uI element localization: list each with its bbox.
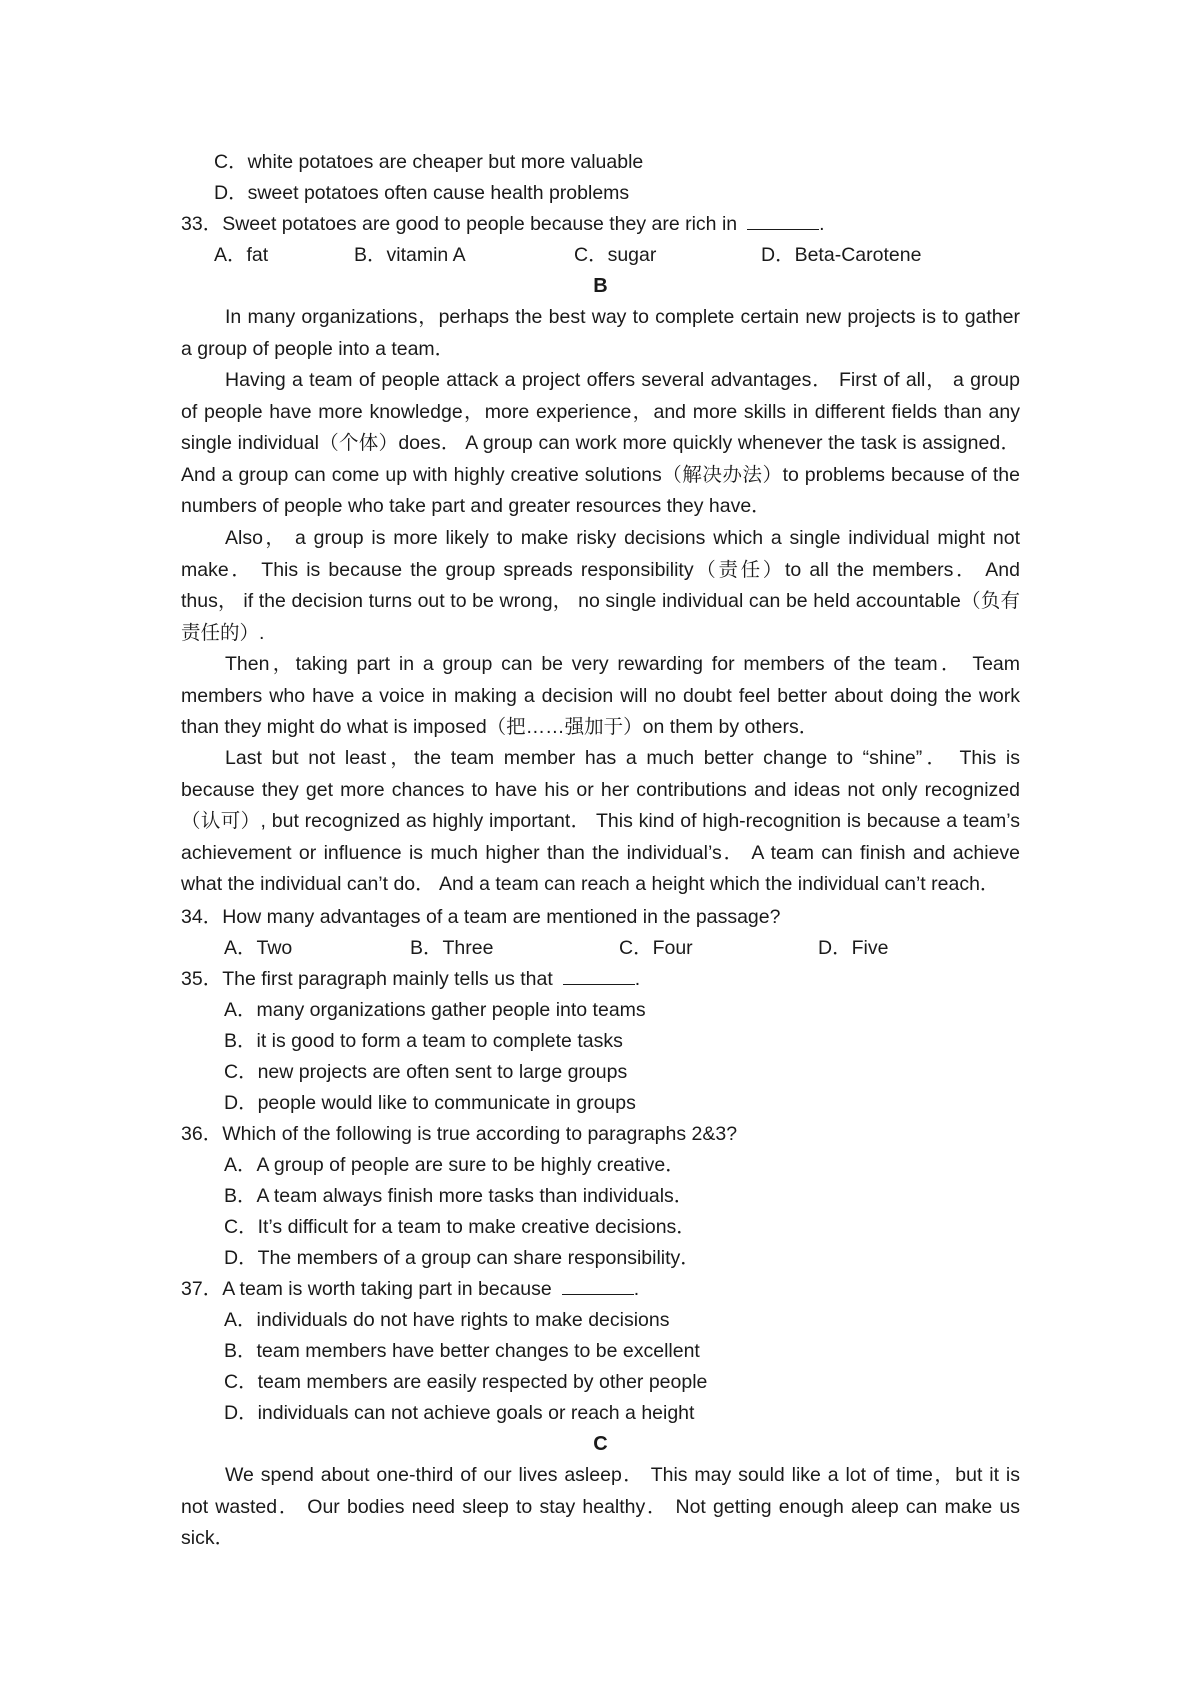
q32-option-c: C．white potatoes are cheaper but more valuable <box>214 151 644 173</box>
q36-option-a: A．A group of people are sure to be highly creative． <box>224 1154 685 1176</box>
q33-option-d: D．Beta-Carotene <box>761 244 922 266</box>
answer-blank <box>747 211 819 230</box>
q33-option-a: A．fat <box>214 244 269 266</box>
q35-option-d: D．people would like to communicate in groups <box>224 1092 636 1114</box>
answer-blank <box>562 1276 634 1295</box>
section-b-paragraph-4: Then，taking part in a group can be very rewarding for members of the team． Team members who have a voice in making a decision will no doubt feel better about doing the work than they might do what is imposed（把……强加于）on them by others． <box>181 653 1020 738</box>
q35-stem-text: 35．The first paragraph mainly tells us that <box>181 968 553 990</box>
q36-option-b: B．A team always finish more tasks than individuals． <box>224 1185 694 1207</box>
q32-option-d: D．sweet potatoes often cause health problems <box>214 182 630 204</box>
q33-option-c: C．sugar <box>574 244 657 266</box>
q34-option-d: D．Five <box>818 937 889 959</box>
q35-option-b: B．it is good to form a team to complete tasks <box>224 1030 623 1052</box>
q36-stem: 36．Which of the following is true according to paragraphs 2&3? <box>181 1123 738 1145</box>
section-b-paragraph-1: In many organizations，perhaps the best way to complete certain new projects is to gather a group of people into a team． <box>181 306 1020 360</box>
q33-stem <box>0 209 1200 240</box>
q37-option-d: D．individuals can not achieve goals or reach a height <box>224 1402 695 1424</box>
section-c-heading: C <box>593 1433 608 1455</box>
section-b-paragraph-2: Having a team of people attack a project offers several advantages． First of all， a group of people have more knowledge，more experience，and more skills in different fields than any single individual（个体）does． A group can work more quickly whenever the task is assigned． And a group can come up with highly creative solutions（解决办法）to problems because of the numbers of people who take part and greater resources they have． <box>181 369 1020 517</box>
q37-stem <box>0 1274 1200 1305</box>
section-b-paragraph-3: Also， a group is more likely to make risky decisions which a single individual might not make． This is because the group spreads responsibility（责任）to all the members． And thus， if the decision turns out to be wrong， no single individual can be held accountable（负有责任的）. <box>181 527 1020 644</box>
section-b-heading: B <box>593 275 608 297</box>
q37-option-b: B．team members have better changes to be excellent <box>224 1340 700 1362</box>
q34-option-a: A．Two <box>224 937 293 959</box>
q33-option-b: B．vitamin A <box>354 244 466 266</box>
q37-option-c: C．team members are easily respected by other people <box>224 1371 708 1393</box>
q33-stem-text: 33．Sweet potatoes are good to people because they are rich in <box>181 213 738 235</box>
q37-stem-text: 37．A team is worth taking part in because <box>181 1278 552 1300</box>
q34-stem: 34．How many advantages of a team are mentioned in the passage? <box>181 906 781 928</box>
q36-option-c: C．It’s difficult for a team to make creative decisions． <box>224 1216 696 1238</box>
q37-stem-end: . <box>633 1278 640 1300</box>
answer-blank <box>563 966 635 985</box>
q33-stem-end: . <box>819 213 825 235</box>
section-b-paragraph-5: Last but not least，the team member has a much better change to “shine”． This is because they get more chances to have his or her contributions and ideas not only recognized（认可）, but recognized as highly important． This kind of high-recognition is because a team’s achievement or influence is much higher than the individual’s． A team can finish and achieve what the individual can’t do． And a team can reach a height which the individual can’t reach． <box>181 747 1020 895</box>
q36-option-d: D．The members of a group can share responsibility． <box>224 1247 700 1269</box>
q35-stem <box>0 964 1200 995</box>
q35-option-c: C．new projects are often sent to large groups <box>224 1061 628 1083</box>
q34-option-b: B．Three <box>410 937 494 959</box>
section-c-paragraph-1: We spend about one-third of our lives asleep． This may sould like a lot of time，but it is not wasted． Our bodies need sleep to stay healthy． Not getting enough aleep can make us sick． <box>181 1464 1020 1549</box>
q34-option-c: C．Four <box>619 937 693 959</box>
q37-option-a: A．individuals do not have rights to make decisions <box>224 1309 670 1331</box>
q35-option-a: A．many organizations gather people into teams <box>224 999 646 1021</box>
q35-stem-end: . <box>634 968 641 990</box>
